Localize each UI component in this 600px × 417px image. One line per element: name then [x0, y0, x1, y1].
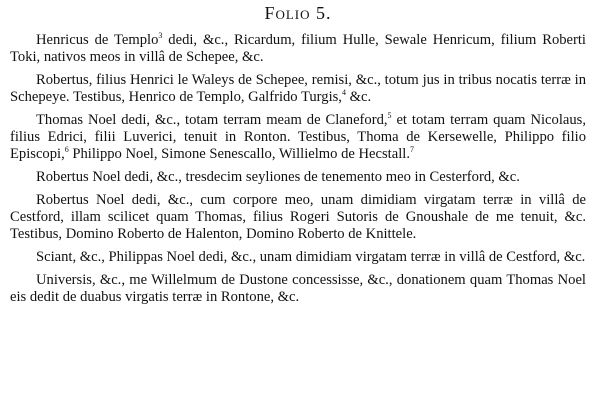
entry-3-text-cont-2: Philippo Noel, Simone Senescallo, Willielmo de Hecstall.	[68, 146, 410, 162]
entry-3	[10, 112, 586, 163]
entry-4	[10, 169, 586, 186]
entry-5-text: Robertus Noel dedi, &c., cum corpore meo, unam dimidiam virgatam terræ in villâ de Cestford, illam scilicet quam Thomas, filius Rogeri Sutoris de Gnoushale de me tenuit, &c. Testibus, Domino Roberto de Halenton, Domino Roberto de Knittele.	[10, 192, 586, 242]
entry-7-text: Universis, &c., me Willelmum de Dustone concessisse, &c., donationem quam Thomas Noel eis dedit de duabus virgatis terræ in Rontone, &c.	[10, 272, 586, 305]
footnote-ref-5: 5	[387, 111, 392, 121]
entry-1-text-cont: dedi, &c., Ricardum, filium Hulle, Sewale Henricum, filium Roberti Toki, nativos meos in villâ de Schepee, &c.	[10, 32, 586, 65]
entry-3-text: Thomas Noel dedi, &c., totam terram meam de Claneford,	[36, 112, 388, 128]
document-page	[0, 2, 600, 417]
entry-2-text-cont: &c.	[345, 89, 372, 105]
footnote-ref-7: 7	[409, 145, 414, 155]
entry-1-text: Henricus de Templo	[36, 32, 159, 48]
folio-heading: Folio 5.	[264, 3, 332, 23]
entry-1	[10, 32, 586, 66]
footnote-ref-6: 6	[64, 145, 69, 155]
entry-6-text: Sciant, &c., Philippas Noel dedi, &c., unam dimidiam virgatam terræ in villâ de Cestford, &c.	[36, 249, 586, 265]
entry-5	[10, 192, 586, 243]
entry-4-text: Robertus Noel dedi, &c., tresdecim seyliones de tenemento meo in Cesterford, &c.	[36, 169, 520, 185]
footnote-ref-3: 3	[158, 31, 163, 41]
footnote-ref-4: 4	[341, 88, 346, 98]
entry-2-text: Robertus, filius Henrici le Waleys de Schepee, remisi, &c., totum jus in tribus nocatis terræ in Schepeye. Testibus, Henrico de Templo, Galfrido Turgis,	[10, 72, 586, 105]
entry-7	[10, 272, 586, 306]
entry-2	[10, 72, 586, 106]
entry-3-text-cont: et totam terram quam Nicolaus, filius Edrici, filii Luverici, tenuit in Ronton. Testibus, Thoma de Kersewelle, Philippo filio Episcopi,	[10, 112, 586, 162]
entry-6	[10, 249, 586, 266]
